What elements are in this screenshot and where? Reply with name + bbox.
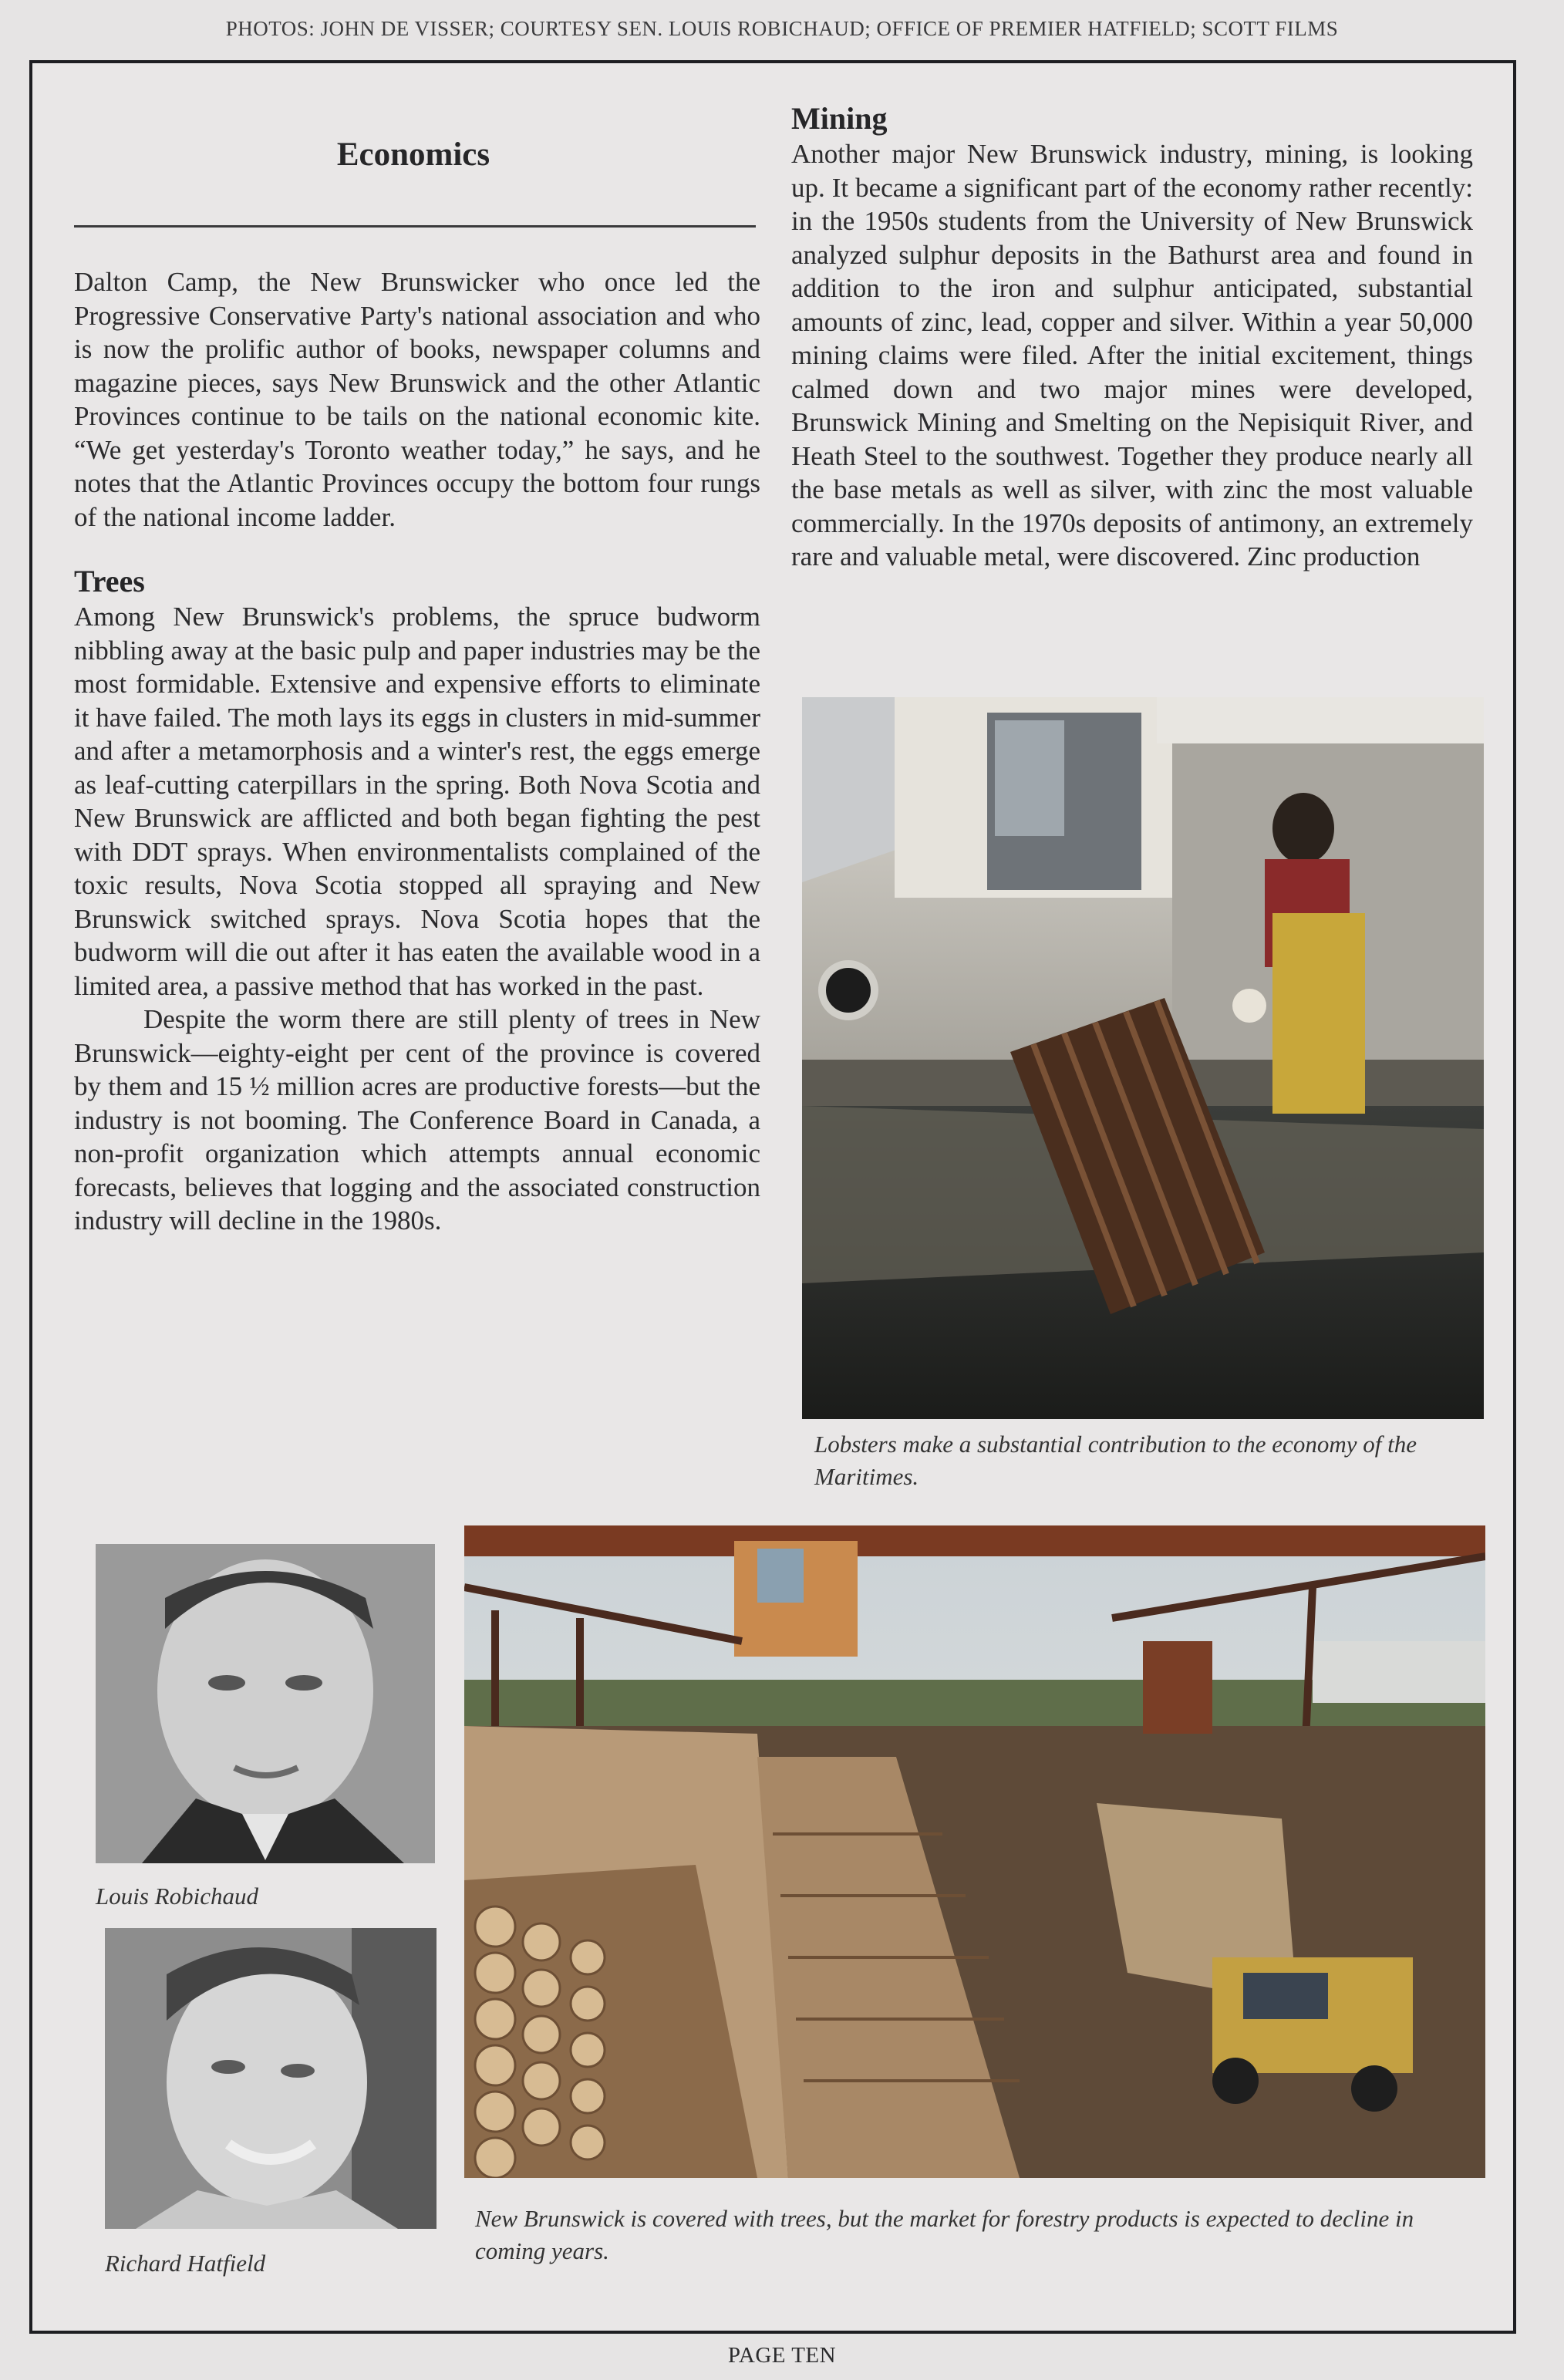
- log-yard-illustration: [464, 1525, 1485, 2178]
- section-title-economics: Economics: [336, 137, 490, 173]
- right-column: [791, 100, 1473, 574]
- caption-lobster: Lobsters make a substantial contribution to the economy of the Maritimes.: [814, 1431, 1417, 1490]
- portrait-robichaud-illustration: [96, 1544, 435, 1863]
- photo-credits: PHOTOS: JOHN DE VISSER; COURTESY SEN. LOUIS ROBICHAUD; OFFICE OF PREMIER HATFIELD; SCOTT FILMS: [225, 17, 1339, 40]
- portrait-hatfield-illustration: [105, 1928, 437, 2229]
- log-yard-photo: [464, 1525, 1485, 2178]
- title-rule: [74, 225, 756, 228]
- lobster-boat-illustration: [802, 697, 1484, 1419]
- heading-mining: Mining: [791, 101, 888, 136]
- trees-paragraph-1: Among New Brunswick's problems, the spruce budworm nibbling away at the basic pulp and paper industries may be the most formidable. Extensive and expensive efforts to eliminate it have failed. The moth lays its eggs in clusters in mid-summer and after a metamorphosis and a winter's rest, the eggs emerge as leaf-cutting caterpillars in the spring. Both Nova Scotia and New Brunswick are afflicted and both began fighting the pest with DDT sprays. When environmentalists complained of the toxic results, Nova Scotia stopped all spraying and New Brunswick switched sprays. Nova Scotia hopes that the budworm will die out after it has eaten the available wood in a limited area, a passive method that has worked in the past.: [74, 602, 760, 1001]
- economics-paragraph: Dalton Camp, the New Brunswicker who once led the Progressive Conservative Party's national association and who is now the prolific author of books, newspaper columns and magazine pieces, says New Brunswick and the other Atlantic Provinces continue to be tails on the national economic kite. “We get yesterday's Toronto weather today,” he says, and he notes that the Atlantic Provinces occupy the bottom four rungs of the national income ladder.: [74, 267, 760, 532]
- portrait-robichaud: [96, 1544, 435, 1863]
- mining-paragraph: Another major New Brunswick industry, mining, is looking up. It became a significant part of the economy rather recently: in the 1950s students from the University of New Brunswick analyzed sulphur deposits in the Bathurst area and found in addition to the iron and sulphur anticipated, substantial amounts of zinc, lead, copper and silver. Within a year 50,000 mining claims were filed. After the initial excitement, things calmed down and two major mines were developed, Brunswick Mining and Smelting on the Nepisiquit River, and Heath Steel to the southwest. Together they produce nearly all the base metals as well as silver, with zinc the most valuable commercially. In the 1970s deposits of antimony, an extremely rare and valuable metal, were discovered. Zinc production: [791, 139, 1473, 571]
- heading-trees: Trees: [74, 564, 145, 598]
- lobster-boat-photo: [802, 697, 1484, 1419]
- caption-robichaud: Louis Robichaud: [96, 1883, 258, 1910]
- portrait-hatfield: [105, 1928, 437, 2229]
- page-number: PAGE TEN: [727, 2343, 837, 2368]
- left-column: [74, 265, 760, 1238]
- caption-forestry: New Brunswick is covered with trees, but the market for forestry products is expected to decline in coming years.: [475, 2205, 1414, 2264]
- trees-paragraph-2: Despite the worm there are still plenty of trees in New Brunswick—eighty-eight per cent of the province is covered by them and 15 ½ million acres are productive forests—but the industry is not booming. The Conference Board in Canada, a non-profit organization which attempts annual economic forecasts, believes that logging and the associated construction industry will decline in the 1980s.: [74, 1004, 760, 1236]
- caption-hatfield: Richard Hatfield: [105, 2250, 266, 2277]
